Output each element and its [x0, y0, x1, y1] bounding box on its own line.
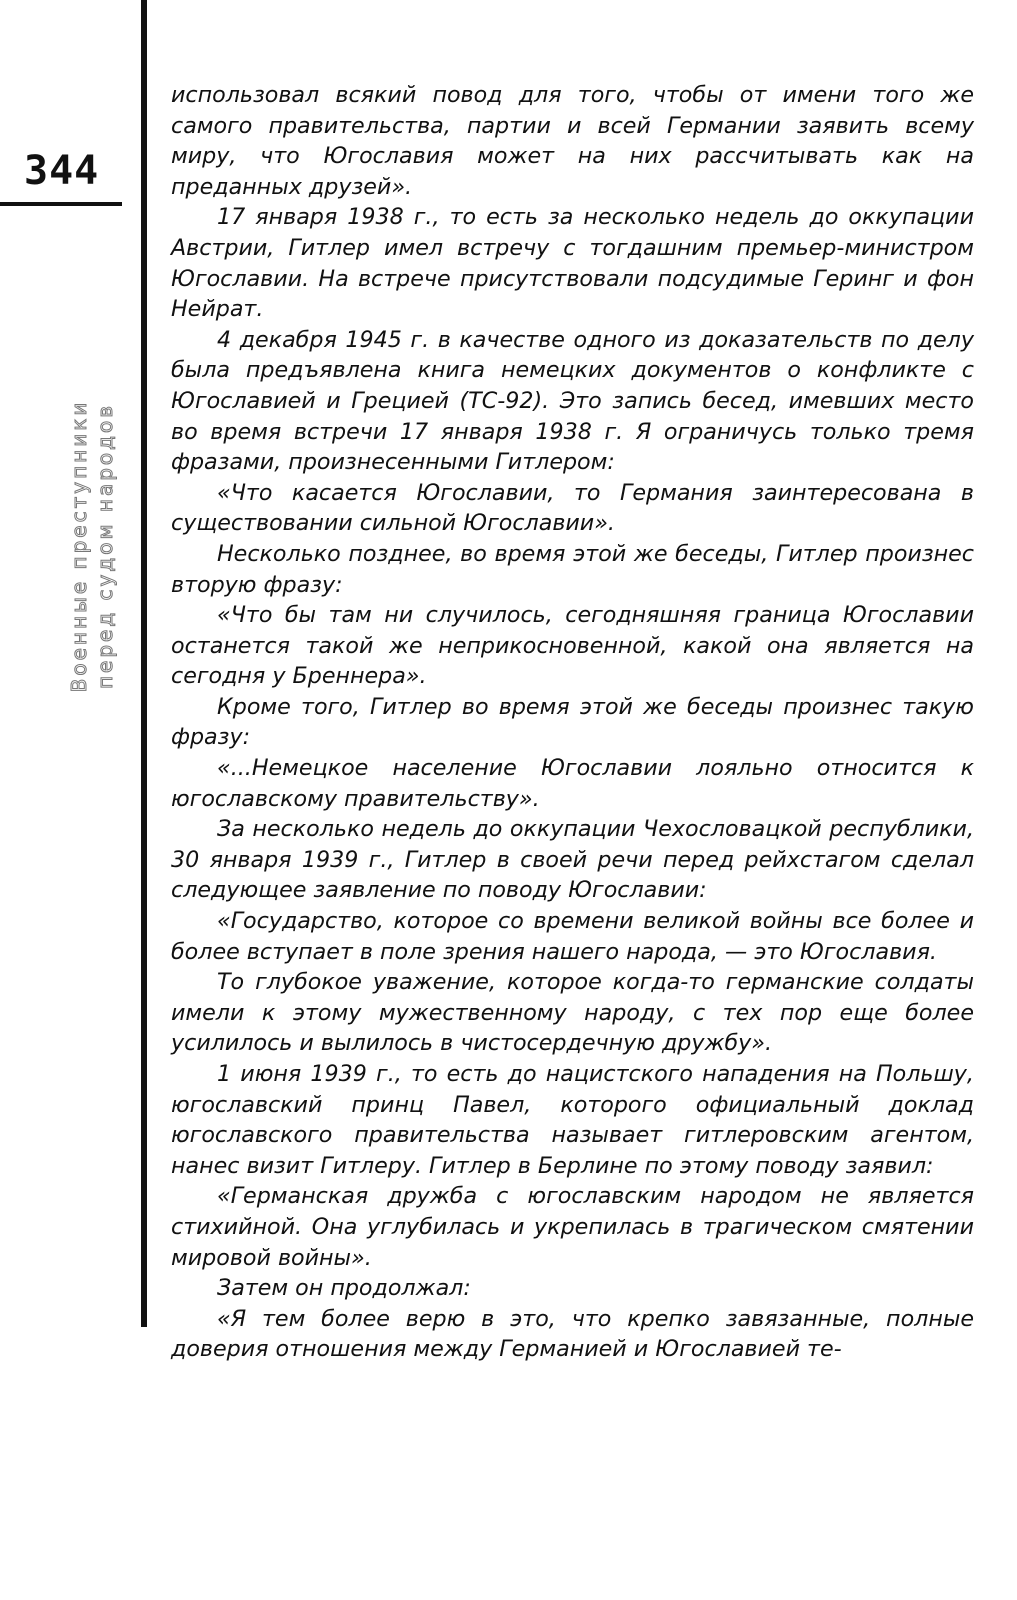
quote-6: «Германская дружба с югославским народом не является стихийной. Она углубилась и укрепилась в трагическом смятении мировой войны». [171, 1183, 974, 1271]
quote-2: «Что бы там ни случилось, сегодняшняя граница Югославии останется такой же неприкосновенной, какой она является на сегодня у Бреннера». [171, 602, 974, 690]
quote-7: «Я тем более верю в это, что крепко завязанные, полные доверия отношения между Германией и Югославией те- [171, 1305, 974, 1363]
quote-5: То глубокое уважение, которое когда-то германские солдаты имели к этому мужественному народу, с тех пор еще более усилилось и вылилось в чистосердечную дружбу». [171, 969, 974, 1057]
quote-4: «Государство, которое со времени великой войны все более и более вступает в поле зрения нашего народа, — это Югославия. [171, 908, 974, 965]
quote-3: «...Немецкое население Югославии лояльно относится к югославскому правительству». [171, 755, 974, 812]
running-head [66, 236, 118, 856]
page-number: 344 [24, 148, 100, 194]
paragraph-1: использовал всякий повод для того, чтобы от имени того же самого правительства, партии и всей Германии заявить всему миру, что Югославия может на них рассчитывать как на преданных друзей». [171, 82, 974, 200]
running-head-line-2: перед судом народов [93, 402, 117, 690]
paragraph-2: 17 января 1938 г., то есть за несколько недель до оккупации Австрии, Гитлер имел встречу с тогдашним премьер-министром Югославии. На встрече присутствовали подсудимые Геринг и фон Нейрат. [171, 204, 974, 323]
quote-1: «Что касается Югославии, то Германия заинтересована в существовании сильной Югославии». [171, 479, 974, 537]
paragraph-7: 1 июня 1939 г., то есть до нацистского нападения на Польшу, югославский принц Павел, которого официальный доклад югославского правительства называет гитлеровским агентом, нанес визит Гитлеру. Гитлер в Берлине по этому поводу заявил: [171, 1061, 974, 1179]
page-number-rule [0, 202, 122, 206]
paragraph-4: Несколько позднее, во время этой же беседы, Гитлер произнес вторую фразу: [171, 540, 974, 598]
running-head-line-1: Военные преступники [67, 399, 91, 693]
margin-rule [141, 0, 147, 1327]
paragraph-6: За несколько недель до оккупации Чехословацкой республики, 30 января 1939 г., Гитлер в своей речи перед рейхстагом сделал следующее заявление по поводу Югославии: [171, 816, 974, 904]
paragraph-8: Затем он продолжал: [217, 1275, 471, 1302]
text-body [171, 80, 974, 1365]
paragraph-5: Кроме того, Гитлер во время этой же беседы произнес такую фразу: [171, 693, 974, 751]
paragraph-3: 4 декабря 1945 г. в качестве одного из доказательств по делу была предъявлена книга немецких документов о конфликте с Югославией и Грецией (ТС-92). Это запись бесед, имевших место во время встречи 17 января 1938 г. Я ограничусь только тремя фразами, произнесенными Гитлером: [171, 326, 974, 476]
